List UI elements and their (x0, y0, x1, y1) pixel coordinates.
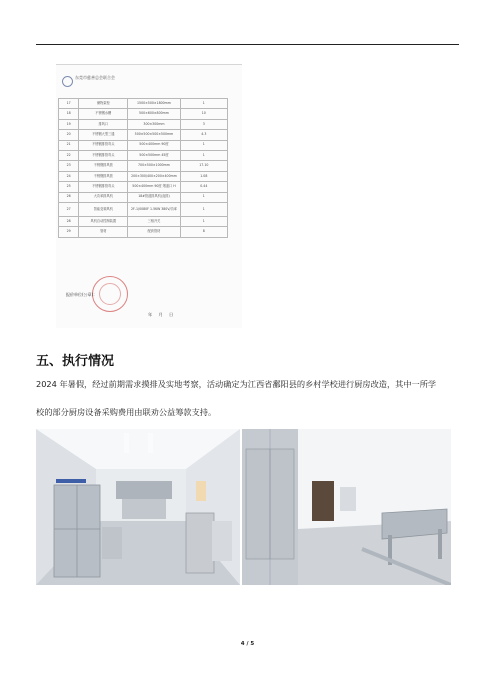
table-cell-qty: 1 (180, 140, 227, 150)
scan-top-rule (56, 64, 242, 65)
kitchen-interior-illustration (36, 429, 240, 585)
table-cell-no: 29 (59, 227, 79, 237)
table-cell-name: 储物架柜 (79, 99, 128, 109)
table-cell-name: 不锈钢排管弯头 (79, 140, 128, 150)
table-cell-qty: 8 (180, 227, 227, 237)
table-cell-spec: 500×400mm 90度 烟道口 H (128, 182, 180, 192)
table-cell-no: 26 (59, 192, 79, 202)
table-cell-name: 不锈钢水槽 (79, 109, 128, 119)
table-cell-spec: 300×300mm (128, 119, 180, 129)
table-cell-no: 22 (59, 150, 79, 160)
kitchen-sink-illustration (242, 429, 451, 585)
table-cell-name: 智能变频风机 (79, 202, 128, 216)
table-cell-name: 排风口 (79, 119, 128, 129)
table-cell-qty: 1.08 (180, 171, 227, 181)
paragraph-line-1: 2024 年暑假，经过前期需求摸排及实地考察，活动确定为江西省鄱阳县的乡村学校进行厨房改造，其中一所学 (36, 379, 437, 389)
table-cell-name: 不锈钢排风管 (79, 161, 128, 171)
header-rule (36, 44, 459, 45)
table-cell-no: 17 (59, 99, 79, 109)
red-seal-stamp (92, 276, 128, 312)
table-cell-no: 23 (59, 161, 79, 171)
quotation-table (58, 98, 228, 238)
table-row (59, 119, 228, 129)
scan-org-name: 东莞市慈善总会联合会 (75, 75, 115, 80)
table-cell-no: 21 (59, 140, 79, 150)
table-cell-spec: 三相开关 (128, 216, 180, 226)
table-cell-name: 不锈钢排风管 (79, 171, 128, 181)
table-cell-no: 24 (59, 171, 79, 181)
table-row (59, 216, 228, 226)
table-cell-spec: 200×300/400×200×400mm (128, 171, 180, 181)
table-cell-qty: 1 (180, 99, 227, 109)
section-heading: 五、执行情况 (36, 354, 115, 369)
signature-label: 报价单位(公章)： (66, 292, 98, 297)
kitchen-photo-left (36, 429, 240, 585)
table-cell-no: 27 (59, 202, 79, 216)
table-cell-name: 不锈钢排管弯头 (79, 150, 128, 160)
table-row (59, 99, 228, 109)
table-row (59, 130, 228, 140)
table-row (59, 171, 228, 181)
table-cell-qty: 17.10 (180, 161, 227, 171)
table-cell-name: 大功率排风机 (79, 192, 128, 202)
table-cell-spec: 18#管道排风机(直排) (128, 192, 180, 202)
scanned-quotation-image (56, 64, 242, 328)
kitchen-photo-right (242, 429, 451, 585)
table-row (59, 202, 228, 216)
table-cell-spec: 500×500mm 45度 (128, 150, 180, 160)
table-cell-qty: 1 (180, 150, 227, 160)
table-cell-spec: 配套管材 (128, 227, 180, 237)
table-cell-qty: 4.3 (180, 130, 227, 140)
table-cell-spec: 1500×500×1800mm (128, 99, 180, 109)
table-cell-spec: 2F-1/0080F 1.5KW 380V/功率 (128, 202, 180, 216)
table-cell-name: 风机自动控制装置 (79, 216, 128, 226)
table-row (59, 182, 228, 192)
table-row (59, 109, 228, 119)
table-cell-spec: 500×500×500×500mm (128, 130, 180, 140)
signature-date: 年 月 日 (148, 312, 174, 317)
table-cell-qty: 1 (180, 202, 227, 216)
table-cell-spec: 500×400mm 90度 (128, 140, 180, 150)
org-logo-icon (62, 76, 73, 87)
table-cell-qty: 10 (180, 109, 227, 119)
table-cell-name: 不锈钢排管弯头 (79, 182, 128, 192)
table-row (59, 140, 228, 150)
table-row (59, 192, 228, 202)
table-cell-qty: 1 (180, 216, 227, 226)
table-cell-no: 19 (59, 119, 79, 129)
table-cell-no: 28 (59, 216, 79, 226)
table-cell-no: 18 (59, 109, 79, 119)
table-row (59, 150, 228, 160)
table-row (59, 161, 228, 171)
table-cell-spec: 500×600×800mm (128, 109, 180, 119)
table-cell-no: 20 (59, 130, 79, 140)
table-cell-name: 不锈钢大型三通 (79, 130, 128, 140)
table-cell-spec: 700×500×1000mm (128, 161, 180, 171)
table-cell-qty: 3 (180, 119, 227, 129)
table-cell-qty: 0.44 (180, 182, 227, 192)
page-number: 4 / 5 (240, 641, 255, 647)
paragraph-line-2: 校的部分厨房设备采购费用由联劝公益筹款支持。 (36, 407, 217, 417)
table-row (59, 227, 228, 237)
table-cell-qty: 1 (180, 192, 227, 202)
table-cell-name: 管材 (79, 227, 128, 237)
table-cell-no: 25 (59, 182, 79, 192)
